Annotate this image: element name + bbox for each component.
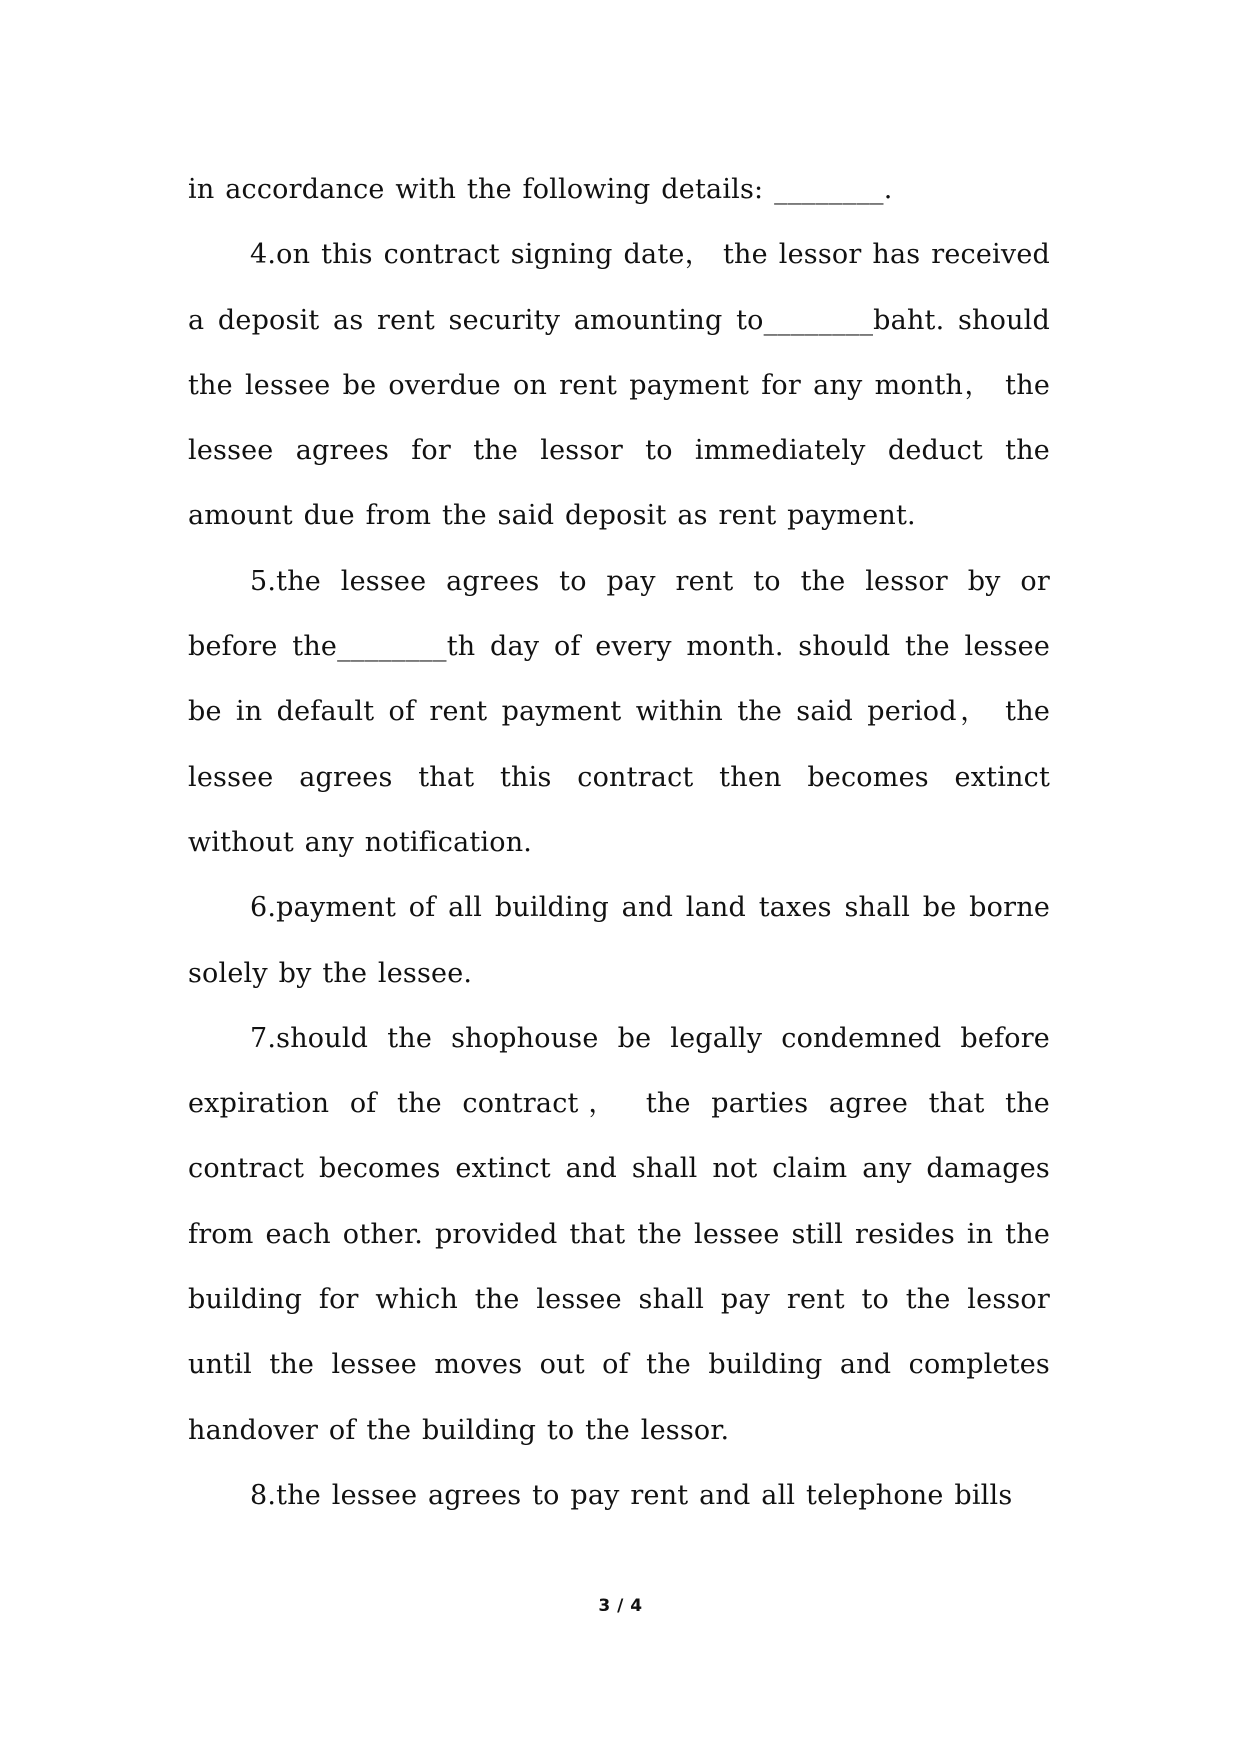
page-number: 3 / 4	[598, 1596, 643, 1616]
paragraph-clause-4: 4.on this contract signing date， the lessor has received a deposit as rent security amounting to________baht. should the lessee be overdue on rent payment for any month， the lessee agrees for the lessor to immediately deduct the amount due from the said deposit as rent payment.	[188, 239, 1050, 532]
paragraph-clause-7: 7.should the shophouse be legally condemned before expiration of the contract， the parties agree that the contract becomes extinct and shall not claim any damages from each other. provided that the lessee still resides in the building for which the lessee shall pay rent to the lessor until the lessee moves out of the building and completes handover of the building to the lessor.	[188, 1022, 1050, 1446]
paragraph-clause-5: 5.the lessee agrees to pay rent to the lessor by or before the________th day of every month. should the lessee be in default of rent payment within the said period， the lessee agrees that this contract then becomes extinct without any notification.	[188, 565, 1050, 858]
paragraph-clause-6: 6.payment of all building and land taxes shall be borne solely by the lessee.	[188, 892, 1050, 989]
contract-body	[188, 157, 1050, 1528]
paragraph-continuation: in accordance with the following details: ________.	[188, 174, 893, 205]
paragraph-clause-8: 8.the lessee agrees to pay rent and all telephone bills	[250, 1479, 1013, 1511]
